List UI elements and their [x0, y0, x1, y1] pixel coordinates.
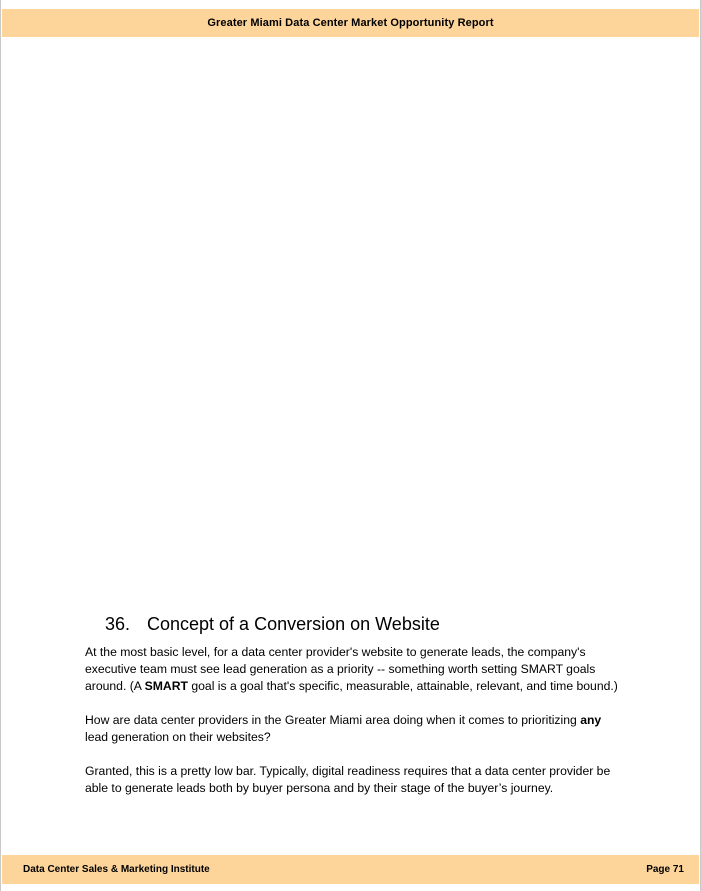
p1-text-a: At the most basic level, for a data center provider's website to generate leads, the company's executive team must see lead generation as a priority -- something worth setting SMART goals around. (A: [85, 645, 596, 693]
p2-text-b: lead generation on their websites?: [85, 730, 271, 744]
p1-m: m: [346, 679, 357, 693]
p1-a: a: [416, 679, 424, 693]
p1-text-c: easurable,: [356, 679, 417, 693]
p1-smart-rest: MART: [152, 679, 188, 693]
page-footer: [2, 855, 699, 884]
footer-organization: Data Center Sales & Marketing Institute: [23, 864, 210, 875]
p2-emphasis: any: [580, 713, 602, 727]
section-number: 36.: [105, 614, 131, 634]
section-title: Concept of a Conversion on Website: [147, 614, 440, 634]
p1-text-b: goal is a goal that's specific,: [187, 679, 347, 693]
section-heading: [105, 612, 625, 636]
paragraph-3: Granted, this is a pretty low bar. Typically, digital readiness requires that a data center provider be able to generate leads both by buyer persona and by their stage of the buyer’s journey.: [85, 764, 611, 795]
p1-text-f: ime bound.): [553, 679, 618, 693]
paragraph-1: [85, 644, 625, 695]
p1-text-d: ttainable,: [423, 679, 477, 693]
page-header: [2, 9, 699, 37]
p1-smart-s: S: [144, 679, 153, 693]
p1-text-e: elevant, and: [480, 679, 551, 693]
page-number: Page 71: [646, 864, 684, 875]
p1-t: t: [550, 679, 554, 693]
report-title: Greater Miami Data Center Market Opportunity Report: [207, 17, 494, 29]
section-36: [85, 612, 625, 814]
p2-text-a: How are data center providers in the Greater Miami area doing when it comes to prioritizing: [85, 713, 581, 727]
paragraph-2: [85, 712, 625, 746]
p1-r: r: [476, 679, 481, 693]
